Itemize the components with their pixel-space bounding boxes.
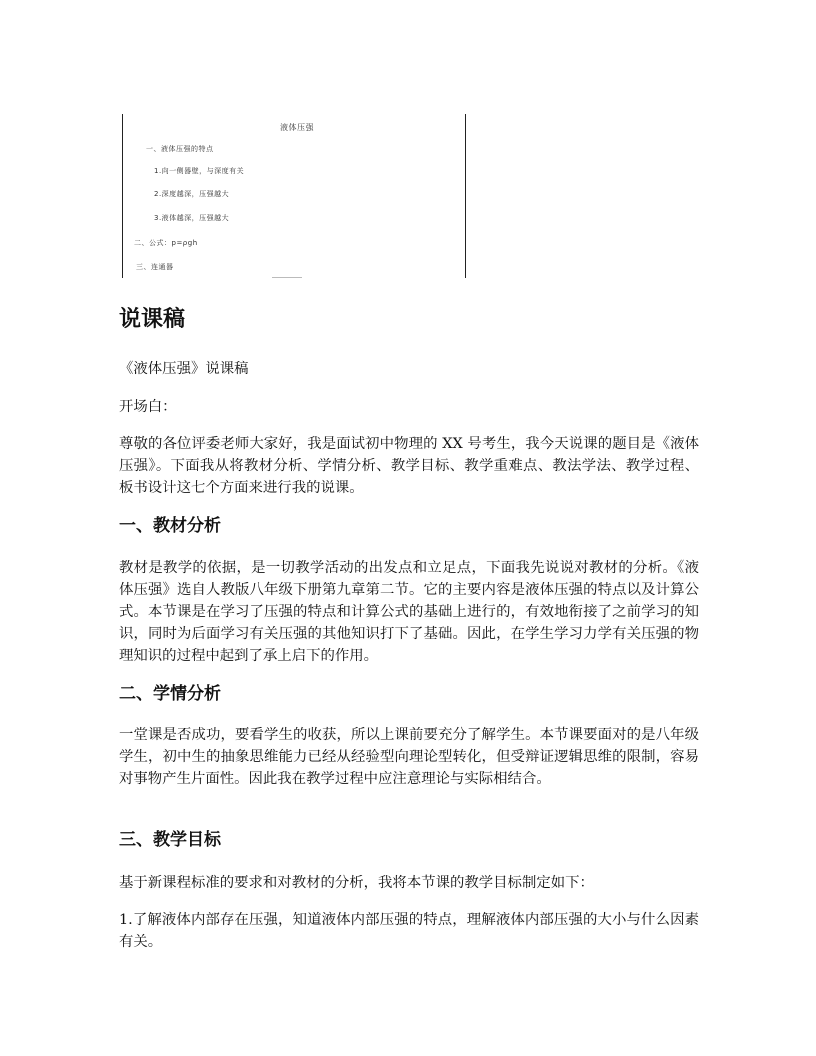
board-title: 液体压强: [280, 123, 314, 132]
opening-label: 开场白：: [119, 399, 177, 415]
board-line: 1.向一侧器壁，与深度有关: [154, 167, 245, 175]
board-design-image: [122, 114, 466, 278]
goal-item-1: 1.了解液体内部存在压强，知道液体内部压强的特点，理解液体内部压强的大小与什么因素有关。: [119, 912, 699, 950]
section-heading-students: 二、学情分析: [119, 684, 221, 704]
section-text-goals: 基于新课程标准的要求和对教材的分析，我将本节课的教学目标制定如下：: [119, 875, 594, 891]
opening-paragraph: 尊敬的各位评委老师大家好，我是面试初中物理的 XX 号考生，我今天说课的题目是《液体压强》。下面我从将教材分析、学情分析、教学目标、教学重难点、教法学法、教学过程、板书设计这七个方面来进行我的说课。: [119, 436, 699, 496]
section-text-materials: 教材是教学的依据，是一切教学活动的出发点和立足点，下面我先说说对教材的分析。《液体压强》选自人教版八年级下册第九章第二节。它的主要内容是液体压强的特点以及计算公式。本节课是在学习了压强的特点和计算公式的基础上进行的，有效地衔接了之前学习的知识，同时为后面学习有关压强的其他知识打下了基础。因此，在学生学习力学有关压强的物理知识的过程中起到了承上启下的作用。: [119, 560, 699, 664]
section-heading-materials: 一、教材分析: [119, 516, 221, 536]
board-line: 3.液体越深，压强越大: [154, 214, 230, 222]
board-line: 三、连通器: [136, 263, 174, 271]
board-line: 二、公式：p=ρgh: [134, 239, 198, 247]
section-text-students: 一堂课是否成功，要看学生的收获，所以上课前要充分了解学生。本节课要面对的是八年级学生，初中生的抽象思维能力已经从经验型向理论型转化，但受辩证逻辑思维的限制，容易对事物产生片面性。因此我在教学过程中应注意理论与实际相结合。: [119, 727, 699, 787]
document-title: 说课稿: [119, 307, 186, 332]
board-line: 一、液体压强的特点: [146, 145, 214, 153]
image-bottom-mark: [272, 277, 302, 278]
lesson-title: 《液体压强》说课稿: [119, 361, 249, 377]
image-right-border: [465, 114, 466, 278]
board-line: 2.深度越深，压强越大: [154, 190, 230, 198]
section-heading-goals: 三、教学目标: [119, 830, 221, 850]
image-left-border: [122, 114, 123, 278]
